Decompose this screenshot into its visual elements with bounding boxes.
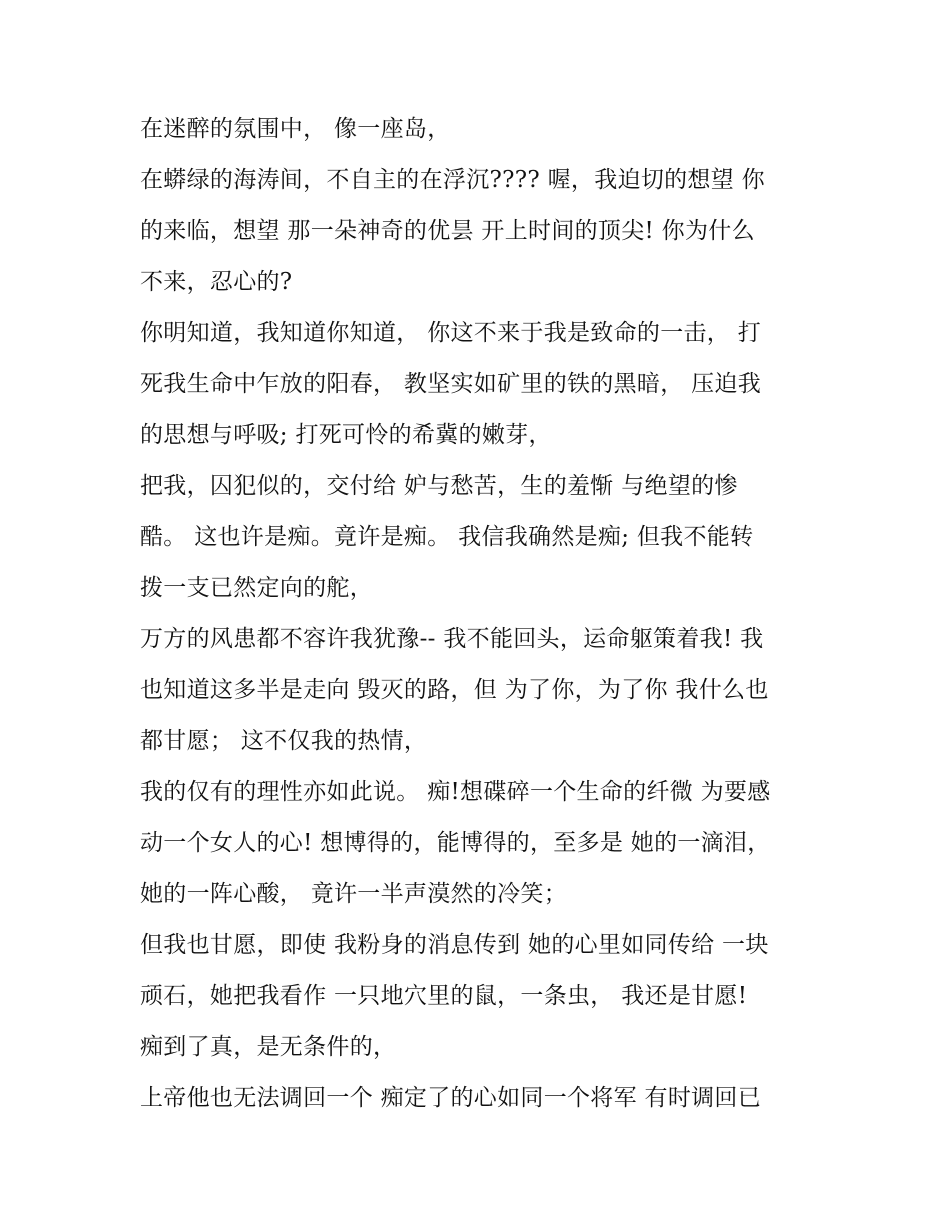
text-line: 痴到了真，是无条件的，: [140, 1034, 397, 1060]
text-line: 都甘愿； 这不仅我的热情，: [140, 728, 428, 754]
text-line: 她的一阵心酸， 竟许一半声漠然的冷笑；: [140, 881, 568, 907]
text-line: 上帝他也无法调回一个 痴定了的心如同一个将军 有时调回已: [140, 1085, 762, 1111]
text-line: 在迷醉的氛围中， 像一座岛，: [140, 116, 451, 142]
text-line: 但我也甘愿，即使 我粉身的消息传到 她的心里如同传给 一块: [140, 932, 769, 958]
text-line: 万方的风患都不容许我犹豫-- 我不能回头，运命躯策着我! 我: [140, 626, 764, 652]
text-line: 顽石，她把我看作 一只地穴里的鼠，一条虫， 我还是甘愿!: [140, 983, 748, 1009]
text-line: 的思想与呼吸; 打死可怜的希冀的嫩芽，: [140, 422, 552, 448]
text-line: 酷。 这也许是痴。竟许是痴。 我信我确然是痴; 但我不能转: [140, 524, 754, 550]
text-line: 死我生命中乍放的阳春， 教坚实如矿里的铁的黑暗， 压迫我: [140, 371, 762, 397]
text-line: 动一个女人的心! 想博得的，能博得的，至多是 她的一滴泪，: [140, 830, 771, 856]
text-line: 在蟒绿的海涛间，不自主的在浮沉???? 喔，我迫切的想望 你: [140, 167, 765, 193]
text-line: 把我，囚犯似的，交付给 妒与愁苦，生的羞惭 与绝望的惨: [140, 473, 738, 499]
text-line: 我的仅有的理性亦如此说。 痴!想碟碎一个生命的纤微 为要感: [140, 779, 771, 805]
text-line: 拨一支已然定向的舵，: [140, 575, 373, 601]
text-line: 也知道这多半是走向 毁灭的路，但 为了你，为了你 我什么也: [140, 677, 769, 703]
text-line: 不来，忍心的?: [140, 269, 293, 295]
text-line: 你明知道，我知道你知道， 你这不来于我是致命的一击， 打: [140, 320, 762, 346]
poem-text-body: [140, 104, 820, 1124]
text-line: 的来临，想望 那一朵神奇的优昙 开上时间的顶尖! 你为什么: [140, 218, 755, 244]
